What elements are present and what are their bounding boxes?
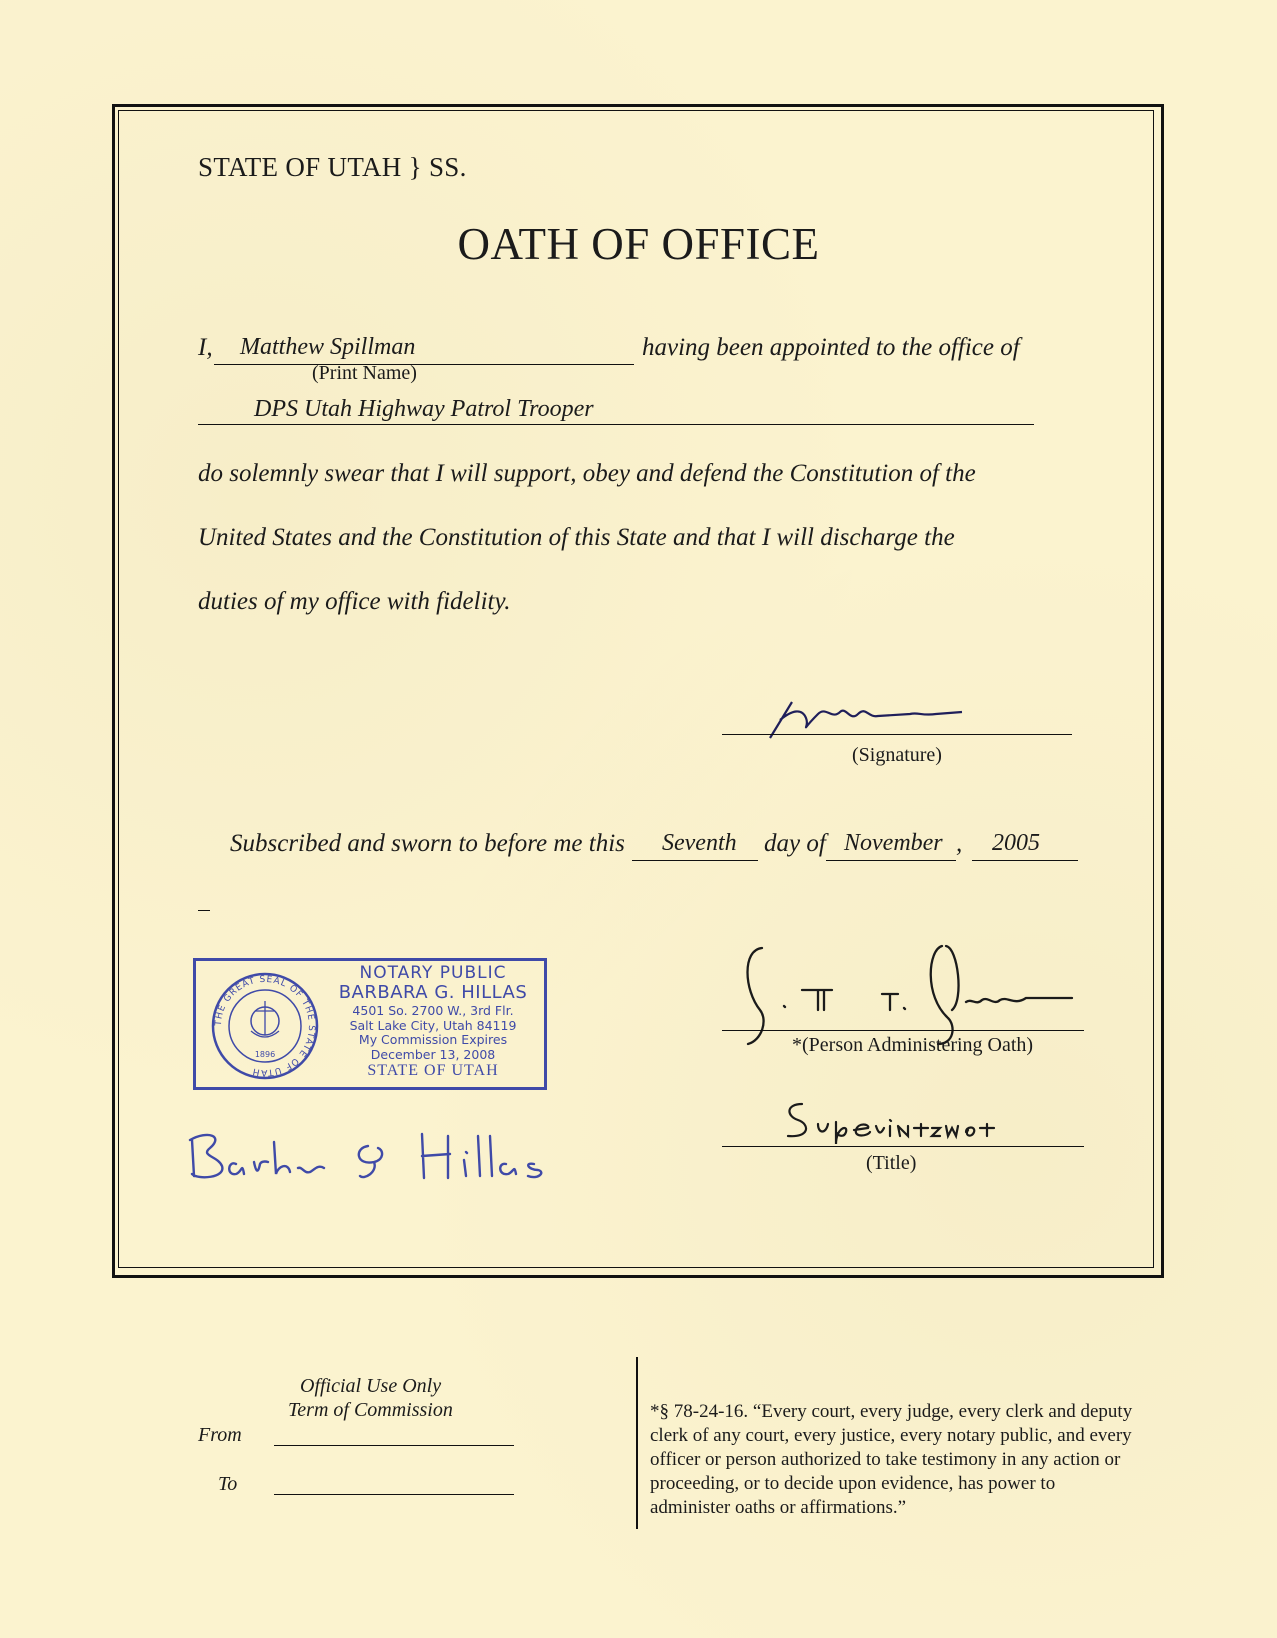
oath-line-3: duties of my office with fidelity. — [198, 588, 511, 615]
state-venue: STATE OF UTAH } SS. — [198, 152, 467, 182]
appointed-text: having been appointed to the office of — [642, 334, 1020, 361]
superintendent-scribble — [780, 1098, 1010, 1148]
title-handwriting — [780, 1098, 1010, 1148]
from-label: From — [198, 1424, 242, 1446]
administering-caption: *(Person Administering Oath) — [792, 1034, 1034, 1056]
seal-year: 1896 — [254, 1050, 276, 1059]
signature-line — [722, 734, 1072, 735]
signature-caption: (Signature) — [852, 744, 942, 766]
subscribed-text: Subscribed and sworn to before me this — [230, 830, 625, 857]
stamp-notary-name: BARBARA G. HILLAS — [338, 982, 528, 1003]
oath-line-2: United States and the Constitution of this State and that I will discharge the — [198, 524, 955, 551]
document-title: OATH OF OFFICE — [457, 219, 820, 269]
footer-divider — [636, 1357, 638, 1529]
stamp-expires-date: December 13, 2008 — [370, 1046, 496, 1062]
short-dash — [198, 910, 210, 911]
statute-text: *§ 78-24-16. “Every court, every judge, every clerk and deputy clerk of any court, every justice, every notary public, and every officer or person authorized to take testimony in any action or proceeding, or to decide upon evidence, has power to administer oaths or affirmations.” — [650, 1401, 1133, 1518]
oath-prefix: I, — [198, 334, 213, 361]
official-use-heading: Official Use Only — [300, 1375, 442, 1397]
to-label: To — [218, 1473, 238, 1495]
name-value: Matthew Spillman — [240, 334, 416, 360]
oath-line-1: do solemnly swear that I will support, obey and defend the Constitution of the — [198, 460, 976, 487]
year-value: 2005 — [992, 830, 1040, 856]
title-line — [722, 1146, 1084, 1147]
notary-signature — [178, 1122, 588, 1192]
term-heading: Term of Commission — [288, 1399, 453, 1421]
office-field — [198, 394, 1034, 425]
from-field — [274, 1445, 514, 1446]
day-value: Seventh — [662, 830, 737, 856]
office-value: DPS Utah Highway Patrol Trooper — [254, 396, 594, 422]
stamp-address: 4501 So. 2700 W., 3rd Flr. — [352, 1003, 514, 1018]
stamp-notary-public: NOTARY PUBLIC — [359, 963, 507, 983]
day-of-text: day of — [764, 830, 826, 857]
notary-signature-scribble — [178, 1122, 588, 1192]
seal-ring-text: THE GREAT SEAL OF THE STATE OF UTAH — [213, 974, 317, 1078]
stamp-state: STATE OF UTAH — [367, 1062, 499, 1079]
month-field — [826, 830, 956, 861]
name-field — [214, 334, 634, 365]
inner-border — [118, 110, 1154, 1268]
stamp-city: Salt Lake City, Utah 84119 — [349, 1017, 517, 1033]
year-field — [972, 830, 1078, 861]
day-field — [632, 830, 758, 861]
notary-stamp — [193, 958, 547, 1090]
administering-line — [722, 1030, 1084, 1031]
month-value: November — [844, 830, 943, 856]
stamp-text-block — [324, 965, 542, 1079]
stamp-expires-label: My Commission Expires — [358, 1032, 508, 1047]
to-field — [274, 1494, 514, 1495]
title-caption: (Title) — [866, 1152, 917, 1174]
state-seal-icon — [210, 971, 320, 1081]
comma: , — [956, 830, 963, 857]
print-name-caption: (Print Name) — [312, 362, 417, 384]
